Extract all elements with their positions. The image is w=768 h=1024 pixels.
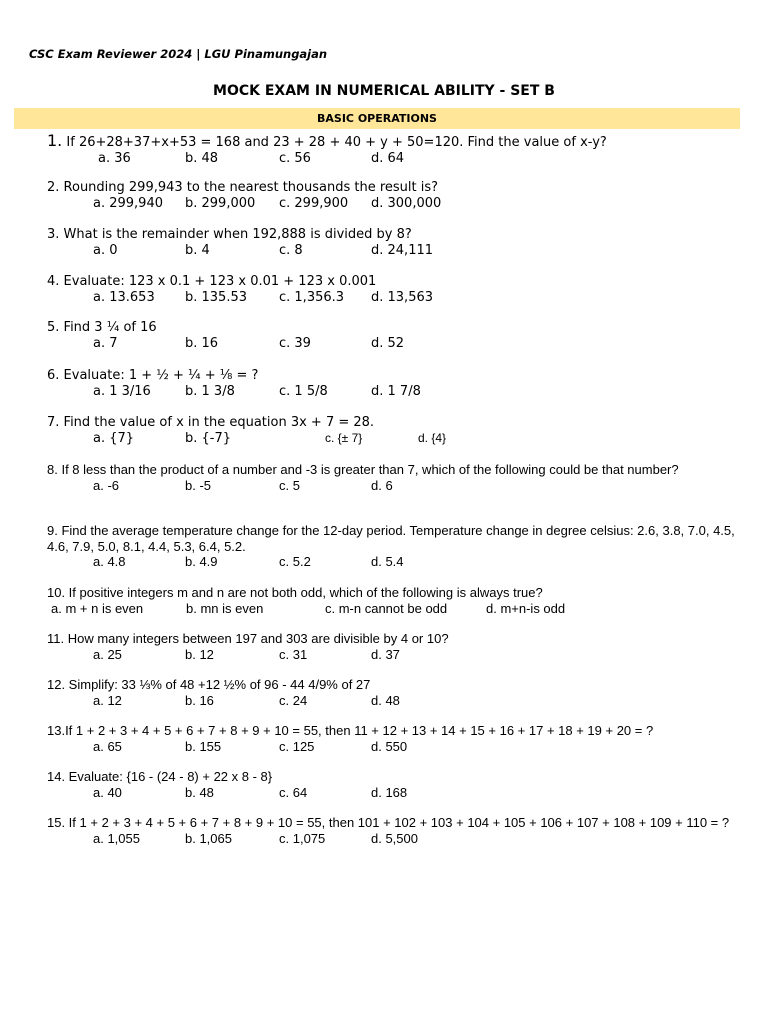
question-14: [47, 769, 737, 800]
choice-c: c. 1 5/8: [279, 383, 328, 399]
choices-row: [47, 431, 737, 447]
choices-row: [47, 336, 737, 352]
choice-a: a. 12: [93, 692, 122, 708]
choice-a: a. 65: [93, 738, 122, 754]
choice-d: d. 52: [371, 335, 405, 351]
document-header: CSC Exam Reviewer 2024 | LGU Pinamungajan: [29, 47, 328, 61]
question-3: [47, 227, 737, 258]
choice-c: c. 5.2: [279, 554, 311, 569]
question-text: 3. What is the remainder when 192,888 is divided by 8?: [47, 227, 412, 242]
choice-b: b. 1,065: [185, 830, 232, 846]
choice-d: d. 24,111: [371, 242, 434, 258]
choice-c: c. 1,075: [279, 830, 326, 846]
choice-c: c. {± 7}: [325, 430, 363, 445]
section-heading: BASIC OPERATIONS: [14, 108, 740, 129]
choice-a: a. 299,940: [93, 195, 163, 211]
choices-row: [47, 601, 737, 617]
question-4: [47, 274, 737, 305]
page-title: MOCK EXAM IN NUMERICAL ABILITY - SET B: [213, 83, 555, 99]
choices-row: [47, 290, 737, 306]
choice-a: a. m + n is even: [51, 600, 144, 616]
choice-b: b. 4.9: [185, 554, 218, 569]
choice-d: d. {4}: [418, 430, 447, 445]
choice-d: d. 5.4: [371, 554, 404, 569]
question-1: [47, 133, 737, 166]
choice-b: b. 135.53: [185, 289, 248, 305]
choices-row: [47, 693, 737, 709]
choices-row: [47, 739, 737, 755]
choice-b: b. 16: [185, 335, 219, 351]
choice-a: a. 4.8: [93, 554, 126, 569]
choice-b: b. -5: [185, 477, 212, 493]
question-13: [47, 723, 737, 754]
choice-a: a. 25: [93, 646, 122, 662]
choice-a: a. 0: [93, 242, 118, 258]
choice-c: c. 31: [279, 646, 308, 662]
choice-c: c. m-n cannot be odd: [325, 600, 448, 616]
choice-b: b. 155: [185, 738, 222, 754]
question-number: 1.: [47, 131, 63, 150]
choice-a: a. -6: [93, 477, 120, 493]
choices-row: [47, 831, 737, 847]
choice-d: d. 550: [371, 738, 408, 754]
choice-b: b. 16: [185, 692, 214, 708]
choice-b: b. mn is even: [186, 600, 264, 616]
question-text: 11. How many integers between 197 and 303 are divisible by 4 or 10?: [47, 631, 449, 646]
choices-row: [47, 151, 737, 167]
choice-b: b. {-7}: [185, 430, 232, 446]
choices-row: [47, 647, 737, 663]
choice-d: d. 1 7/8: [371, 383, 421, 399]
choices-row: [47, 196, 737, 212]
question-text: 9. Find the average temperature change for the 12-day period. Temperature change in degree celsius: 2.6, 3.8, 7.0, 4.5, 4.6, 7.9, 5.0, 8.1, 4.4, 5.3, 6.4, 5.2.: [47, 523, 739, 554]
choice-b: b. 12: [185, 646, 214, 662]
choice-a: a. 36: [98, 150, 131, 166]
question-5: [47, 320, 737, 351]
choice-d: d. 13,563: [371, 289, 434, 305]
choice-c: c. 5: [279, 477, 300, 493]
choice-c: c. 1,356.3: [279, 289, 345, 305]
question-15: [47, 815, 737, 846]
choices-row: [47, 243, 737, 259]
choice-d: d. 5,500: [371, 830, 418, 846]
choice-b: b. 4: [185, 242, 210, 258]
choice-d: d. 300,000: [371, 195, 442, 211]
choice-d: d. 6: [371, 477, 393, 493]
choice-b: b. 48: [185, 784, 214, 800]
question-2: [47, 180, 737, 211]
choice-c: c. 8: [279, 242, 303, 258]
choice-d: d. 48: [371, 692, 400, 708]
choice-a: a. 13.653: [93, 289, 155, 305]
question-text: 7. Find the value of x in the equation 3x + 7 = 28.: [47, 415, 375, 430]
choice-a: a. 1 3/16: [93, 383, 151, 399]
choice-c: c. 125: [279, 738, 315, 754]
question-7: [47, 415, 737, 446]
choices-row: [47, 384, 737, 400]
choice-a: a. 7: [93, 335, 118, 351]
choice-b: b. 299,000: [185, 195, 256, 211]
choices-row: [47, 554, 737, 570]
question-text: 10. If positive integers m and n are not both odd, which of the following is always true?: [47, 585, 543, 600]
question-text: 4. Evaluate: 123 x 0.1 + 123 x 0.01 + 123 x 0.001: [47, 274, 377, 289]
question-8: [47, 462, 737, 493]
question-text: 12. Simplify: 33 ⅓% of 48 +12 ½% of 96 - 44 4/9% of 27: [47, 677, 371, 692]
question-9: [47, 523, 737, 570]
choice-d: d. 37: [371, 646, 400, 662]
choice-d: d. 64: [371, 150, 405, 166]
choice-c: c. 299,900: [279, 195, 349, 211]
choice-c: c. 39: [279, 335, 311, 351]
question-11: [47, 631, 737, 662]
question-10: [47, 585, 737, 616]
choice-d: d. m+n-is odd: [486, 600, 566, 616]
choice-b: b. 1 3/8: [185, 383, 235, 399]
question-text: 5. Find 3 ¼ of 16: [47, 320, 157, 335]
question-text: 6. Evaluate: 1 + ½ + ¼ + ⅛ = ?: [47, 368, 259, 383]
question-text: 8. If 8 less than the product of a number and -3 is greater than 7, which of the following could be that number?: [47, 462, 679, 477]
choice-c: c. 64: [279, 784, 308, 800]
choices-row: [47, 785, 737, 801]
choice-d: d. 168: [371, 784, 408, 800]
question-text: 2. Rounding 299,943 to the nearest thousands the result is?: [47, 180, 439, 195]
choice-a: a. 40: [93, 784, 122, 800]
choice-c: c. 24: [279, 692, 308, 708]
choice-b: b. 48: [185, 150, 219, 166]
question-text: 13.If 1 + 2 + 3 + 4 + 5 + 6 + 7 + 8 + 9 + 10 = 55, then 11 + 12 + 13 + 14 + 15 + 16 + 17 + 18 + 19 + 20 = ?: [47, 723, 654, 738]
choice-a: a. {7}: [93, 430, 135, 446]
question-12: [47, 677, 737, 708]
question-text: 1. If 26+28+37+x+53 = 168 and 23 + 28 + 40 + y + 50=120. Find the value of x-y?: [47, 131, 607, 150]
choice-c: c. 56: [279, 150, 311, 166]
question-text: 15. If 1 + 2 + 3 + 4 + 5 + 6 + 7 + 8 + 9 + 10 = 55, then 101 + 102 + 103 + 104 + 105 + 106 + 107 + 108 + 109 + 110 = ?: [47, 815, 730, 830]
choices-row: [47, 478, 737, 494]
choice-a: a. 1,055: [93, 830, 140, 846]
question-text: 14. Evaluate: {16 - (24 - 8) + 22 x 8 - 8}: [47, 769, 273, 784]
question-6: [47, 368, 737, 399]
